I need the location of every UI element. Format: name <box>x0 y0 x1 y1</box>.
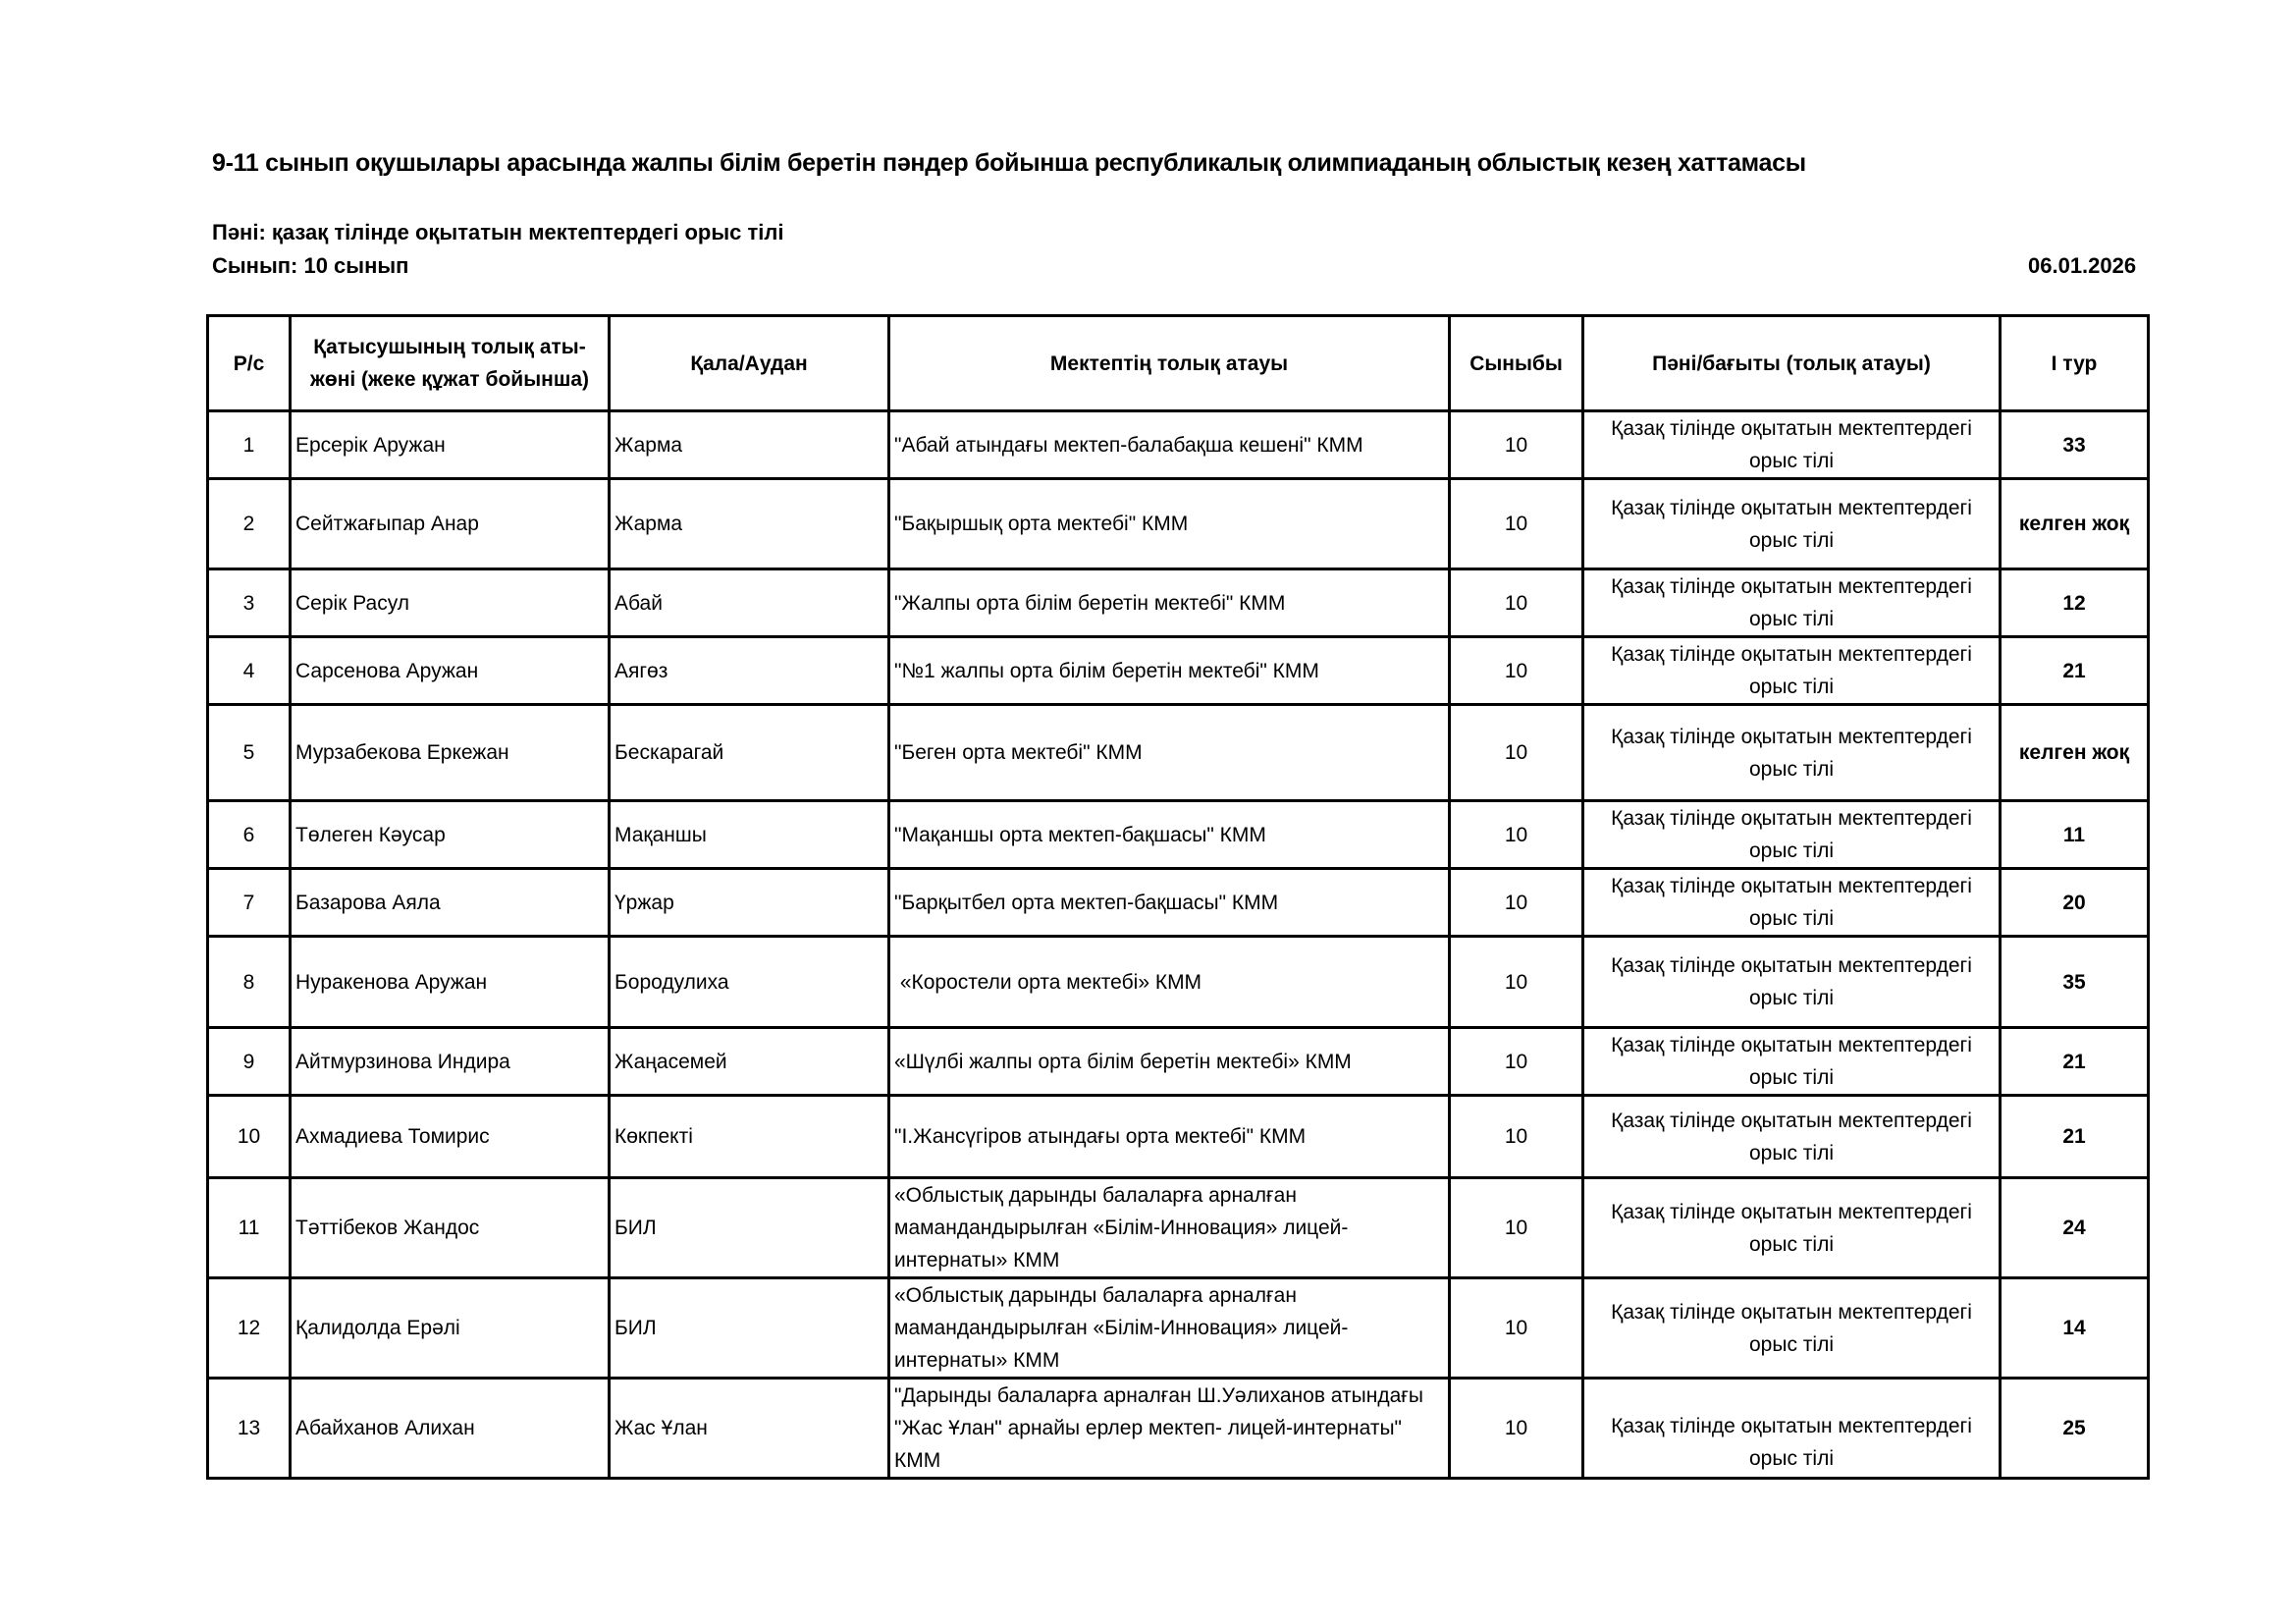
cell-school: "Дарынды балаларға арналған Ш.Уәлиханов атындағы "Жас Ұлан" арнайы ерлер мектеп- лицей-интернаты" КММ <box>889 1379 1450 1479</box>
cell-school: "Беген орта мектебі" КММ <box>889 705 1450 801</box>
cell-school: "Жалпы орта білім беретін мектебі" КММ <box>889 569 1450 637</box>
cell-score: 33 <box>2001 411 2149 479</box>
cell-name: Қалидолда Ерәлі <box>291 1278 610 1379</box>
grade-line: Сынып: 10 сынып <box>212 253 409 278</box>
cell-subject: Қазақ тілінде оқытатын мектептердегі орыс тілі <box>1583 1096 2001 1178</box>
cell-grade: 10 <box>1450 1379 1583 1479</box>
cell-city: Үржар <box>610 869 889 937</box>
cell-score: келген жоқ <box>2001 479 2149 569</box>
cell-subject: Қазақ тілінде оқытатын мектептердегі орыс тілі <box>1583 637 2001 705</box>
cell-name: Сейтжағыпар Анар <box>291 479 610 569</box>
cell-school: "Мақаншы орта мектеп-бақшасы" КММ <box>889 801 1450 869</box>
cell-city: Жарма <box>610 411 889 479</box>
cell-grade: 10 <box>1450 569 1583 637</box>
cell-subject: Қазақ тілінде оқытатын мектептердегі орыс тілі <box>1583 569 2001 637</box>
cell-grade: 10 <box>1450 705 1583 801</box>
cell-name: Тәттібеков Жандос <box>291 1178 610 1278</box>
cell-subject: Қазақ тілінде оқытатын мектептердегі орыс тілі <box>1583 1278 2001 1379</box>
table-row <box>208 479 2149 569</box>
cell-grade: 10 <box>1450 1096 1583 1178</box>
cell-score: 14 <box>2001 1278 2149 1379</box>
table-row <box>208 801 2149 869</box>
cell-name: Сарсенова Аружан <box>291 637 610 705</box>
cell-school: «Шүлбі жалпы орта білім беретін мектебі» КММ <box>889 1028 1450 1096</box>
header-city: Қала/Аудан <box>610 316 889 411</box>
cell-city: Көкпекті <box>610 1096 889 1178</box>
table-row <box>208 705 2149 801</box>
cell-city: Бескарагай <box>610 705 889 801</box>
cell-city: Жаңасемей <box>610 1028 889 1096</box>
cell-city: Мақаншы <box>610 801 889 869</box>
cell-city: Жас Ұлан <box>610 1379 889 1479</box>
document-title: 9-11 сынып оқушылары арасында жалпы білім беретін пәндер бойынша республикалық олимпиаданың облыстық кезең хаттамасы <box>212 149 1806 177</box>
table-row <box>208 1178 2149 1278</box>
cell-school: «Облыстық дарынды балаларға арналған мамандандырылған «Білім-Инновация» лицей-интернаты» КММ <box>889 1178 1450 1278</box>
table-row <box>208 937 2149 1028</box>
cell-num: 12 <box>208 1278 291 1379</box>
cell-city: Абай <box>610 569 889 637</box>
cell-num: 1 <box>208 411 291 479</box>
table-row <box>208 1096 2149 1178</box>
cell-subject: Қазақ тілінде оқытатын мектептердегі орыс тілі <box>1583 869 2001 937</box>
cell-score: келген жоқ <box>2001 705 2149 801</box>
cell-score: 20 <box>2001 869 2149 937</box>
cell-score: 24 <box>2001 1178 2149 1278</box>
cell-name: Айтмурзинова Индира <box>291 1028 610 1096</box>
table-row <box>208 411 2149 479</box>
cell-score: 11 <box>2001 801 2149 869</box>
cell-city: БИЛ <box>610 1278 889 1379</box>
cell-school: "Бақыршық орта мектебі" КММ <box>889 479 1450 569</box>
cell-grade: 10 <box>1450 479 1583 569</box>
cell-school: "Барқытбел орта мектеп-бақшасы" КММ <box>889 869 1450 937</box>
cell-num: 4 <box>208 637 291 705</box>
cell-subject: Қазақ тілінде оқытатын мектептердегі орыс тілі <box>1583 479 2001 569</box>
cell-subject: Қазақ тілінде оқытатын мектептердегі орыс тілі <box>1583 937 2001 1028</box>
table-row <box>208 869 2149 937</box>
cell-score: 12 <box>2001 569 2149 637</box>
header-subject: Пәні/бағыты (толық атауы) <box>1583 316 2001 411</box>
header-school: Мектептің толық атауы <box>889 316 1450 411</box>
table-row <box>208 1278 2149 1379</box>
table-row <box>208 569 2149 637</box>
cell-school: «Облыстық дарынды балаларға арналған мамандандырылған «Білім-Инновация» лицей-интернаты» КММ <box>889 1278 1450 1379</box>
subject-line: Пәні: қазақ тілінде оқытатын мектептердегі орыс тілі <box>212 220 784 244</box>
cell-subject: Қазақ тілінде оқытатын мектептердегі орыс тілі <box>1583 801 2001 869</box>
results-table <box>206 314 2150 1480</box>
cell-score: 21 <box>2001 637 2149 705</box>
cell-subject: Қазақ тілінде оқытатын мектептердегі орыс тілі <box>1583 705 2001 801</box>
cell-num: 8 <box>208 937 291 1028</box>
header-score: І тур <box>2001 316 2149 411</box>
cell-grade: 10 <box>1450 937 1583 1028</box>
cell-name: Серік Расул <box>291 569 610 637</box>
cell-grade: 10 <box>1450 869 1583 937</box>
header-grade: Сыныбы <box>1450 316 1583 411</box>
cell-grade: 10 <box>1450 637 1583 705</box>
table-row <box>208 1379 2149 1479</box>
cell-num: 7 <box>208 869 291 937</box>
cell-name: Базарова Аяла <box>291 869 610 937</box>
cell-num: 2 <box>208 479 291 569</box>
cell-school: «Коростели орта мектебі» КММ <box>889 937 1450 1028</box>
cell-grade: 10 <box>1450 801 1583 869</box>
cell-name: Ахмадиева Томирис <box>291 1096 610 1178</box>
cell-name: Төлеген Кәусар <box>291 801 610 869</box>
cell-city: БИЛ <box>610 1178 889 1278</box>
header-num: Р/с <box>208 316 291 411</box>
cell-grade: 10 <box>1450 1028 1583 1096</box>
document-date: 06.01.2026 <box>2028 253 2137 278</box>
cell-subject: Қазақ тілінде оқытатын мектептердегі орыс тілі <box>1583 411 2001 479</box>
cell-city: Аягөз <box>610 637 889 705</box>
cell-name: Ерсерік Аружан <box>291 411 610 479</box>
cell-num: 5 <box>208 705 291 801</box>
cell-score: 25 <box>2001 1379 2149 1479</box>
cell-name: Мурзабекова Еркежан <box>291 705 610 801</box>
cell-score: 21 <box>2001 1028 2149 1096</box>
cell-subject: Қазақ тілінде оқытатын мектептердегі орыс тілі <box>1583 1178 2001 1278</box>
cell-city: Бородулиха <box>610 937 889 1028</box>
table-row <box>208 637 2149 705</box>
cell-school: "№1 жалпы орта білім беретін мектебі" КММ <box>889 637 1450 705</box>
cell-name: Абайханов Алихан <box>291 1379 610 1479</box>
cell-school: "Абай атындағы мектеп-балабақша кешені" КММ <box>889 411 1450 479</box>
cell-num: 6 <box>208 801 291 869</box>
cell-num: 13 <box>208 1379 291 1479</box>
cell-name: Нуракенова Аружан <box>291 937 610 1028</box>
cell-num: 10 <box>208 1096 291 1178</box>
cell-grade: 10 <box>1450 1278 1583 1379</box>
cell-grade: 10 <box>1450 1178 1583 1278</box>
cell-num: 9 <box>208 1028 291 1096</box>
cell-grade: 10 <box>1450 411 1583 479</box>
header-name: Қатысушының толық аты-жөні (жеке құжат бойынша) <box>291 316 610 411</box>
cell-score: 21 <box>2001 1096 2149 1178</box>
cell-score: 35 <box>2001 937 2149 1028</box>
cell-num: 11 <box>208 1178 291 1278</box>
cell-subject: Қазақ тілінде оқытатын мектептердегі орыс тілі <box>1583 1028 2001 1096</box>
cell-city: Жарма <box>610 479 889 569</box>
cell-subject: Қазақ тілінде оқытатын мектептердегі орыс тілі <box>1583 1379 2001 1479</box>
table-row <box>208 1028 2149 1096</box>
cell-school: "І.Жансүгіров атындағы орта мектебі" КММ <box>889 1096 1450 1178</box>
header-row <box>208 316 2149 411</box>
cell-num: 3 <box>208 569 291 637</box>
